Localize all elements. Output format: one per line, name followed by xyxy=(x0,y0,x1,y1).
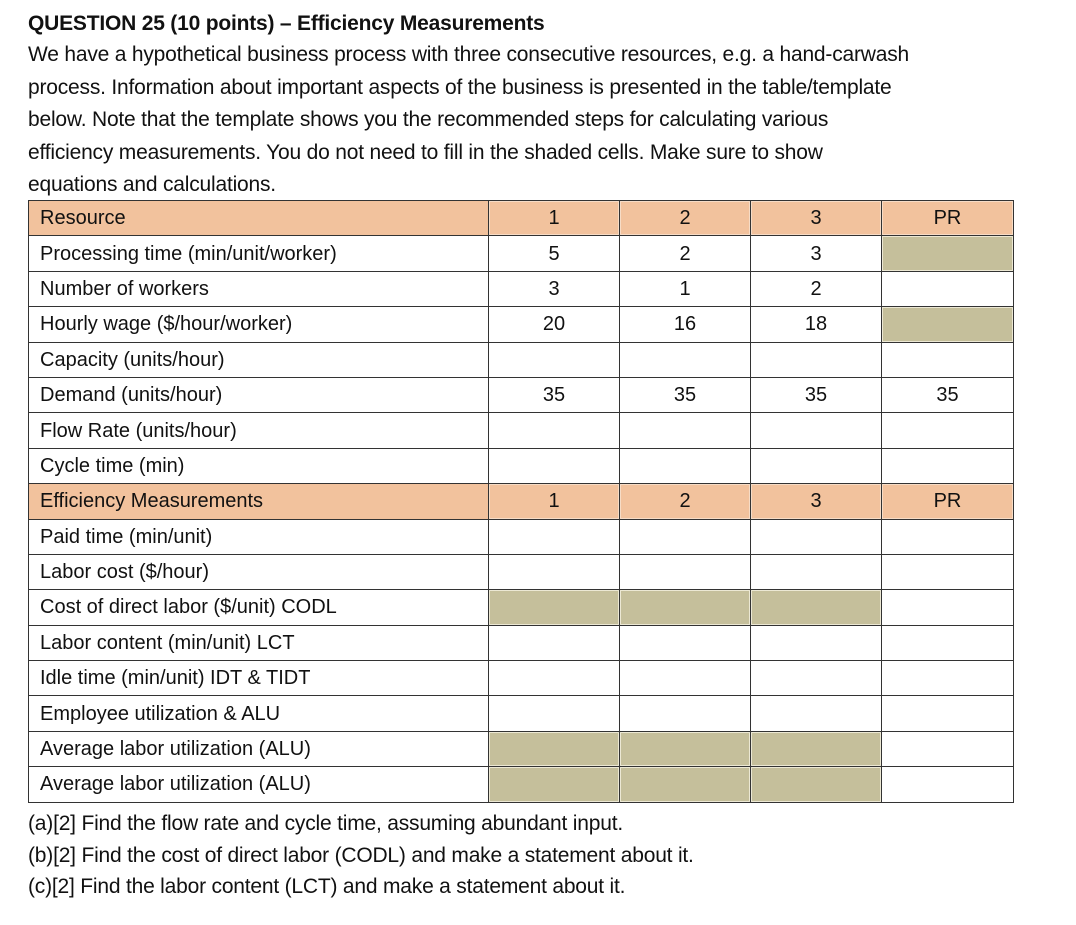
cell-1 xyxy=(489,342,620,377)
table-header-row-resource xyxy=(29,201,1014,236)
cell-2: 35 xyxy=(620,377,751,412)
cell-2 xyxy=(620,696,751,731)
cell-3 xyxy=(751,554,882,589)
question-body-line: process. Information about important aspects of the business is presented in the table/template xyxy=(28,75,892,99)
question-block xyxy=(28,8,1068,202)
cell-2 xyxy=(620,342,751,377)
table-row xyxy=(29,307,1014,342)
shaded-cell xyxy=(882,236,1014,271)
cell-1 xyxy=(489,696,620,731)
cell-pr xyxy=(882,731,1014,766)
cell-2: 1 xyxy=(620,271,751,306)
table-header-row-efficiency xyxy=(29,484,1014,519)
efficiency-table xyxy=(28,200,1014,803)
cell-2 xyxy=(620,413,751,448)
table-row xyxy=(29,590,1014,625)
sub-question-c: (c)[2] Find the labor content (LCT) and make a statement about it. xyxy=(28,875,626,898)
cell-2: 2 xyxy=(620,236,751,271)
cell-1 xyxy=(489,625,620,660)
cell-pr: 35 xyxy=(882,377,1014,412)
cell-3: 35 xyxy=(751,377,882,412)
sub-question-a: (a)[2] Find the flow rate and cycle time, assuming abundant input. xyxy=(28,812,623,835)
cell-resource-pr: PR xyxy=(882,484,1014,519)
row-label: Processing time (min/unit/worker) xyxy=(29,236,489,271)
shaded-cell xyxy=(489,767,620,802)
cell-resource-2: 2 xyxy=(620,484,751,519)
cell-1: 20 xyxy=(489,307,620,342)
cell-3 xyxy=(751,661,882,696)
table-row xyxy=(29,696,1014,731)
cell-pr xyxy=(882,271,1014,306)
row-label: Average labor utilization (ALU) xyxy=(29,731,489,766)
cell-pr xyxy=(882,590,1014,625)
row-label: Capacity (units/hour) xyxy=(29,342,489,377)
cell-2: 16 xyxy=(620,307,751,342)
cell-1 xyxy=(489,554,620,589)
cell-pr xyxy=(882,767,1014,802)
row-label: Demand (units/hour) xyxy=(29,377,489,412)
cell-2 xyxy=(620,554,751,589)
question-body-line: We have a hypothetical business process with three consecutive resources, e.g. a hand-carwash xyxy=(28,43,909,66)
question-title: QUESTION 25 (10 points) – Efficiency Measurements xyxy=(28,12,545,35)
cell-3: 18 xyxy=(751,307,882,342)
cell-resource-pr: PR xyxy=(882,201,1014,236)
question-body-line: efficiency measurements. You do not need to fill in the shaded cells. Make sure to show xyxy=(28,140,823,164)
question-body xyxy=(28,39,1068,202)
cell-pr xyxy=(882,696,1014,731)
table-row xyxy=(29,342,1014,377)
cell-pr xyxy=(882,661,1014,696)
row-label: Flow Rate (units/hour) xyxy=(29,413,489,448)
cell-1 xyxy=(489,661,620,696)
cell-1 xyxy=(489,448,620,483)
cell-1 xyxy=(489,413,620,448)
row-label: Idle time (min/unit) IDT & TIDT xyxy=(29,661,489,696)
cell-pr xyxy=(882,519,1014,554)
table-row xyxy=(29,271,1014,306)
shaded-cell xyxy=(751,731,882,766)
cell-resource-3: 3 xyxy=(751,201,882,236)
cell-1: 35 xyxy=(489,377,620,412)
cell-3 xyxy=(751,519,882,554)
cell-3 xyxy=(751,696,882,731)
cell-resource-1: 1 xyxy=(489,484,620,519)
sub-questions xyxy=(28,808,694,903)
shaded-cell xyxy=(882,307,1014,342)
shaded-cell xyxy=(620,731,751,766)
question-body-line: equations and calculations. xyxy=(28,173,276,196)
cell-pr xyxy=(882,413,1014,448)
row-label: Efficiency Measurements xyxy=(29,484,489,519)
table-row xyxy=(29,661,1014,696)
row-label: Hourly wage ($/hour/worker) xyxy=(29,307,489,342)
shaded-cell xyxy=(751,590,882,625)
cell-1 xyxy=(489,519,620,554)
table-row xyxy=(29,413,1014,448)
cell-resource-3: 3 xyxy=(751,484,882,519)
cell-pr xyxy=(882,342,1014,377)
cell-resource-2: 2 xyxy=(620,201,751,236)
cell-pr xyxy=(882,625,1014,660)
cell-2 xyxy=(620,519,751,554)
shaded-cell xyxy=(620,590,751,625)
table-row xyxy=(29,731,1014,766)
cell-pr xyxy=(882,448,1014,483)
table-row xyxy=(29,377,1014,412)
shaded-cell xyxy=(489,590,620,625)
shaded-cell xyxy=(489,731,620,766)
question-body-line: below. Note that the template shows you the recommended steps for calculating various xyxy=(28,108,829,131)
cell-3: 3 xyxy=(751,236,882,271)
shaded-cell xyxy=(751,767,882,802)
cell-1: 3 xyxy=(489,271,620,306)
cell-2 xyxy=(620,661,751,696)
cell-3 xyxy=(751,625,882,660)
table-row xyxy=(29,625,1014,660)
cell-3 xyxy=(751,413,882,448)
row-label: Labor content (min/unit) LCT xyxy=(29,625,489,660)
row-label: Cost of direct labor ($/unit) CODL xyxy=(29,590,489,625)
table-row xyxy=(29,554,1014,589)
row-label: Average labor utilization (ALU) xyxy=(29,767,489,802)
row-label: Cycle time (min) xyxy=(29,448,489,483)
shaded-cell xyxy=(620,767,751,802)
row-label: Labor cost ($/hour) xyxy=(29,554,489,589)
table-row xyxy=(29,448,1014,483)
sub-question-b: (b)[2] Find the cost of direct labor (CODL) and make a statement about it. xyxy=(28,843,694,867)
cell-resource-1: 1 xyxy=(489,201,620,236)
table-row xyxy=(29,236,1014,271)
row-label: Employee utilization & ALU xyxy=(29,696,489,731)
cell-3 xyxy=(751,448,882,483)
cell-pr xyxy=(882,554,1014,589)
cell-3 xyxy=(751,342,882,377)
cell-1: 5 xyxy=(489,236,620,271)
cell-2 xyxy=(620,625,751,660)
cell-2 xyxy=(620,448,751,483)
row-label: Paid time (min/unit) xyxy=(29,519,489,554)
cell-3: 2 xyxy=(751,271,882,306)
table-row xyxy=(29,519,1014,554)
row-label: Number of workers xyxy=(29,271,489,306)
table-row xyxy=(29,767,1014,802)
row-label: Resource xyxy=(29,201,489,236)
